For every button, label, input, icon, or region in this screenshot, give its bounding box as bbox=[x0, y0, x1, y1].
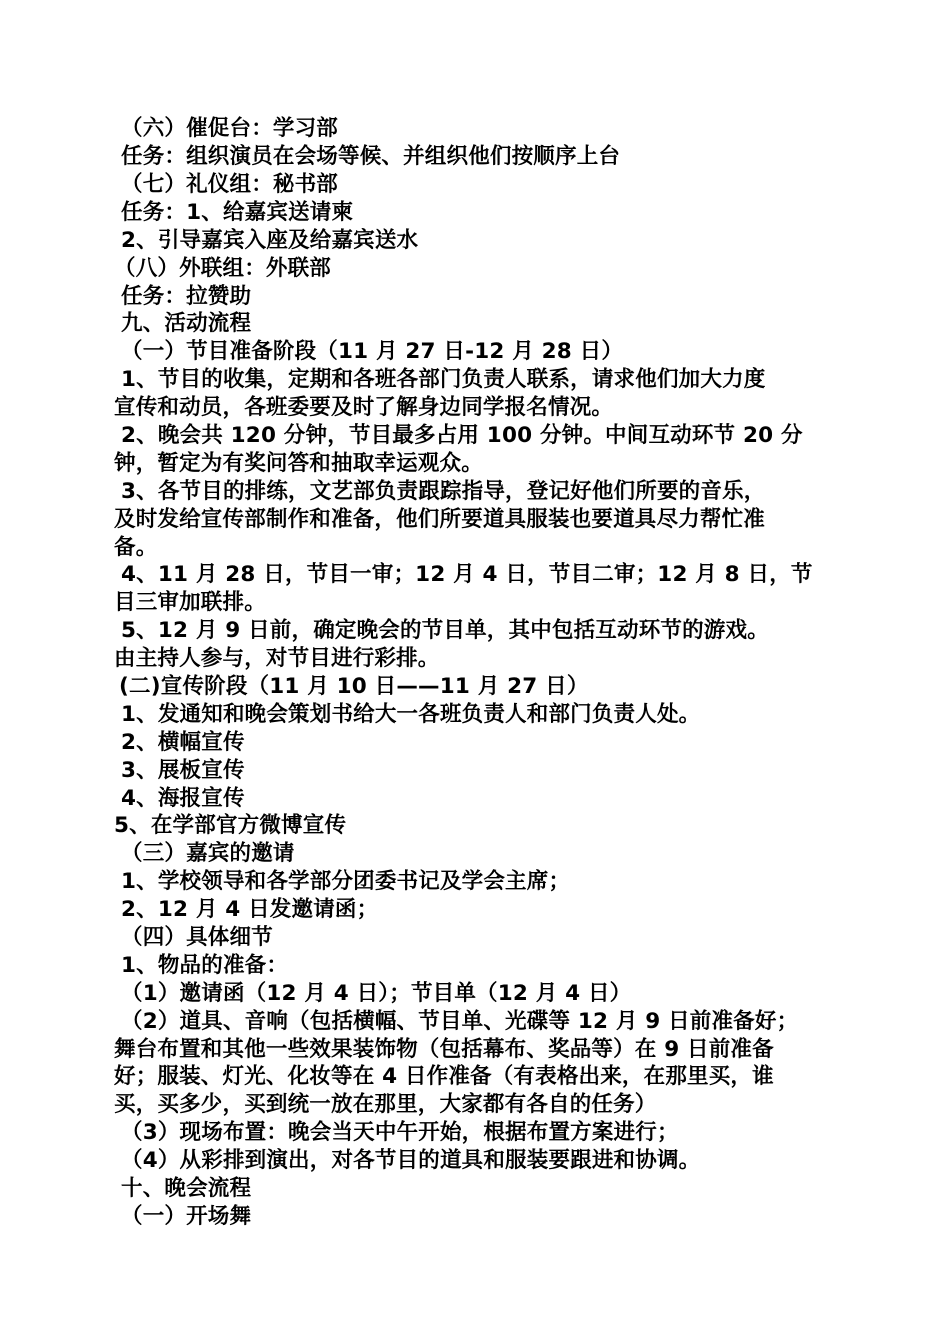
text-line: （七）礼仪组：秘书部 bbox=[121, 172, 339, 197]
section-heading: 九、活动流程 bbox=[121, 311, 252, 336]
subsection-heading: （四）具体细节 bbox=[121, 925, 273, 950]
text-line: （1）邀请函（12 月 4 日）；节目单（12 月 4 日） bbox=[121, 981, 632, 1006]
text-line: （4）从彩排到演出，对各节目的道具和服装要跟进和协调。 bbox=[121, 1148, 701, 1173]
text-line: 任务：组织演员在会场等候、并组织他们按顺序上台 bbox=[121, 144, 621, 169]
text-line: （八）外联组：外联部 bbox=[114, 256, 332, 281]
text-line: 及时发给宣传部制作和准备，他们所要道具服装也要道具尽力帮忙准 bbox=[114, 507, 766, 532]
text-line: 由主持人参与，对节目进行彩排。 bbox=[114, 646, 440, 671]
text-line: （3）现场布置：晚会当天中午开始，根据布置方案进行； bbox=[121, 1120, 679, 1145]
text-line: 舞台布置和其他一些效果装饰物（包括幕布、奖品等）在 9 日前准备 bbox=[114, 1037, 774, 1062]
text-line: 1、学校领导和各学部分团委书记及学会主席； bbox=[121, 869, 571, 894]
text-line: 备。 bbox=[114, 535, 158, 560]
text-line: 3、展板宣传 bbox=[121, 758, 245, 783]
text-line: 2、横幅宣传 bbox=[121, 730, 245, 755]
text-line: 钟，暂定为有奖问答和抽取幸运观众。 bbox=[114, 451, 483, 476]
subsection-heading: （一）节目准备阶段（11 月 27 日-12 月 28 日） bbox=[121, 339, 624, 364]
text-line: 2、12 月 4 日发邀请函； bbox=[121, 897, 379, 922]
section-heading: 十、晚会流程 bbox=[121, 1176, 252, 1201]
text-line: （2）道具、音响（包括横幅、节目单、光碟等 12 月 9 日前准备好； bbox=[121, 1009, 799, 1034]
subsection-heading: （三）嘉宾的邀请 bbox=[121, 841, 295, 866]
text-line: 目三审加联排。 bbox=[114, 590, 266, 615]
text-line: 2、引导嘉宾入座及给嘉宾送水 bbox=[121, 228, 419, 253]
text-line: 1、节目的收集，定期和各班各部门负责人联系，请求他们加大力度 bbox=[121, 367, 766, 392]
text-line: 宣传和动员，各班委要及时了解身边同学报名情况。 bbox=[114, 395, 614, 420]
text-line: 4、11 月 28 日，节目一审；12 月 4 日，节目二审；12 月 8 日，节 bbox=[121, 562, 813, 587]
text-line: 4、海报宣传 bbox=[121, 786, 245, 811]
text-line: 买，买多少，买到统一放在那里，大家都有各自的任务） bbox=[114, 1092, 657, 1117]
text-line: （六）催促台：学习部 bbox=[121, 116, 339, 141]
subsection-heading: （一）开场舞 bbox=[121, 1204, 252, 1229]
text-line: 3、各节目的排练，文艺部负责跟踪指导，登记好他们所要的音乐， bbox=[121, 479, 766, 504]
text-line: 好；服装、灯光、化妆等在 4 日作准备（有表格出来，在那里买，谁 bbox=[114, 1064, 774, 1089]
text-line: 5、12 月 9 日前，确定晚会的节目单，其中包括互动环节的游戏。 bbox=[121, 618, 769, 643]
text-line: 任务：拉赞助 bbox=[121, 284, 252, 309]
text-line: 任务：1、给嘉宾送请柬 bbox=[121, 200, 354, 225]
text-line: 2、晚会共 120 分钟，节目最多占用 100 分钟。中间互动环节 20 分 bbox=[121, 423, 803, 448]
subsection-heading: (二)宣传阶段（11 月 10 日——11 月 27 日） bbox=[119, 674, 589, 699]
text-line: 5、在学部官方微博宣传 bbox=[114, 813, 347, 838]
text-line: 1、发通知和晚会策划书给大一各班负责人和部门负责人处。 bbox=[121, 702, 701, 727]
text-line: 1、物品的准备： bbox=[121, 953, 289, 978]
